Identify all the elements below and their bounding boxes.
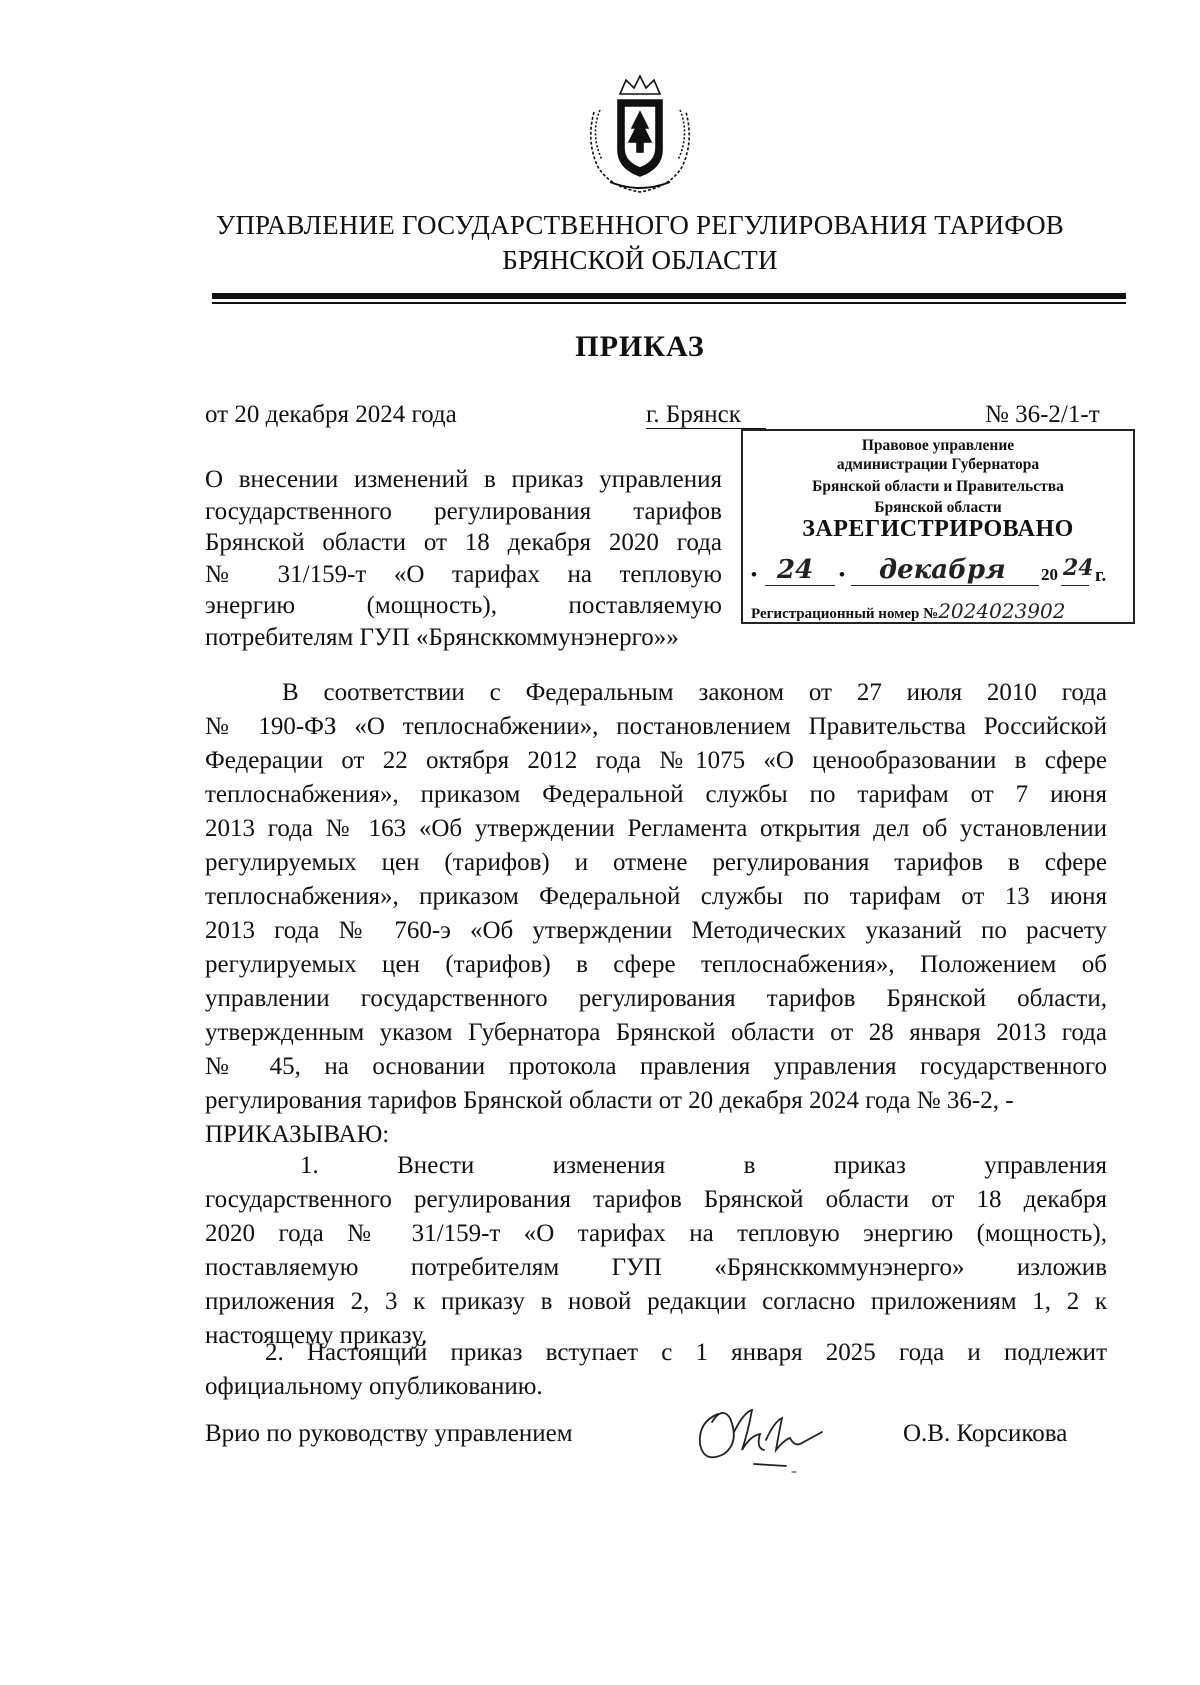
header-rule-thin xyxy=(212,302,1126,304)
subject-line: энергию (мощность), поставляемую xyxy=(205,592,722,619)
document-title: ПРИКАЗ xyxy=(575,330,705,363)
stamp-registered: ЗАРЕГИСТРИРОВАНО xyxy=(802,516,1074,542)
order-word: ПРИКАЗЫВАЮ: xyxy=(205,1121,390,1148)
item2-line: официальному опубликованию. xyxy=(205,1373,543,1400)
header-double-rule xyxy=(212,293,1126,299)
preamble-line: № 190-ФЗ «О теплоснабжении», постановлением Правительства Российской xyxy=(205,713,1107,740)
signatory-position: Врио по руководству управлением xyxy=(205,1420,573,1447)
signatory-name: О.В. Корсикова xyxy=(903,1420,1068,1447)
preamble-line: № 45, на основании протокола правления управления государственного xyxy=(205,1053,1107,1080)
document-date: от 20 декабря 2024 года xyxy=(205,401,457,428)
coat-of-arms-emblem xyxy=(580,72,700,197)
subject-line: Брянской области от 18 декабря 2020 года xyxy=(205,529,722,556)
item1-line: 1. Внести изменения в приказ управления xyxy=(300,1152,1107,1179)
subject-line: № 31/159-т «О тарифах на тепловую xyxy=(205,560,722,588)
stamp-line: администрации Губернатора xyxy=(836,456,1040,473)
preamble-paragraph xyxy=(205,676,1107,1152)
stamp-regno-label: Регистрационный номер № xyxy=(751,606,939,622)
stamp-month: декабря xyxy=(879,555,1006,585)
item1-line: настоящему приказу. xyxy=(205,1322,428,1349)
item1-line: поставляемую потребителям ГУП «Брянсккоммунэнерго» изложив xyxy=(205,1254,1107,1281)
preamble-line: управлении государственного регулирования тарифов Брянской области, xyxy=(205,985,1107,1012)
document-subject xyxy=(205,464,722,653)
stamp-line: Брянской области и Правительства xyxy=(812,478,1064,495)
preamble-line: 2013 года № 760-э «Об утверждении Методических указаний по расчету xyxy=(205,917,1107,944)
stamp-regno-value: 2024023902 xyxy=(938,599,1066,623)
preamble-line: теплоснабжения», приказом Федеральной службы по тарифам от 13 июня xyxy=(205,883,1107,910)
stamp-line: Правовое управление xyxy=(861,437,1015,454)
order-item-2 xyxy=(205,1336,1107,1404)
item2-line: 2. Настоящий приказ вступает с 1 января 2025 года и подлежит xyxy=(265,1339,1107,1366)
subject-line: потребителям ГУП «Брянсккоммунэнерго»» xyxy=(205,623,679,651)
stamp-year-prefix: 20 xyxy=(1041,565,1058,584)
stamp-regno-row xyxy=(751,599,1131,623)
document-city: г. Брянск xyxy=(646,401,741,428)
stamp-date: • 24 • декабря 20 24 г. xyxy=(751,555,1107,586)
item1-line: 2020 года № 31/159-т «О тарифах на тепловую энергию (мощность), xyxy=(205,1220,1107,1247)
org-name-line1: УПРАВЛЕНИЕ ГОСУДАРСТВЕННОГО РЕГУЛИРОВАНИЯ ТАРИФОВ xyxy=(216,210,1064,240)
preamble-line: В соответствии с Федеральным законом от 27 июля 2010 года xyxy=(282,679,1107,706)
org-name-line2: БРЯНСКОЙ ОБЛАСТИ xyxy=(502,245,778,275)
preamble-line: регулируемых цен (тарифов) в сфере теплоснабжения», Положением об xyxy=(205,951,1107,978)
preamble-line: регулирования тарифов Брянской области от 20 декабря 2024 года № 36-2, - xyxy=(205,1087,1014,1114)
subject-line: государственного регулирования тарифов xyxy=(205,497,722,525)
item1-line: приложения 2, 3 к приказу в новой редакции согласно приложениям 1, 2 к xyxy=(205,1288,1107,1315)
preamble-line: Федерации от 22 октября 2012 года №1075 «О ценообразовании в сфере xyxy=(205,747,1107,774)
preamble-line: регулируемых цен (тарифов) и отмене регулирования тарифов в сфере xyxy=(205,849,1107,876)
order-item-1 xyxy=(205,1149,1107,1353)
stamp-year-suffix: 24 xyxy=(1063,555,1094,581)
subject-line: О внесении изменений в приказ управления xyxy=(205,466,722,493)
registration-stamp xyxy=(741,429,1135,624)
document-number: № 36-2/1-т xyxy=(985,401,1100,428)
stamp-year-label: г. xyxy=(1095,565,1107,586)
stamp-day: 24 xyxy=(777,555,814,585)
preamble-line: утвержденным указом Губернатора Брянской области от 28 января 2013 года xyxy=(205,1019,1107,1046)
item1-line: государственного регулирования тарифов Брянской области от 18 декабря xyxy=(205,1186,1107,1213)
stamp-line: Брянской области xyxy=(874,499,1002,516)
preamble-line: теплоснабжения», приказом Федеральной службы по тарифам от 7 июня xyxy=(205,781,1107,808)
preamble-line: 2013 года № 163 «Об утверждении Регламента открытия дел об установлении xyxy=(205,815,1107,842)
handwritten-signature xyxy=(690,1392,840,1477)
